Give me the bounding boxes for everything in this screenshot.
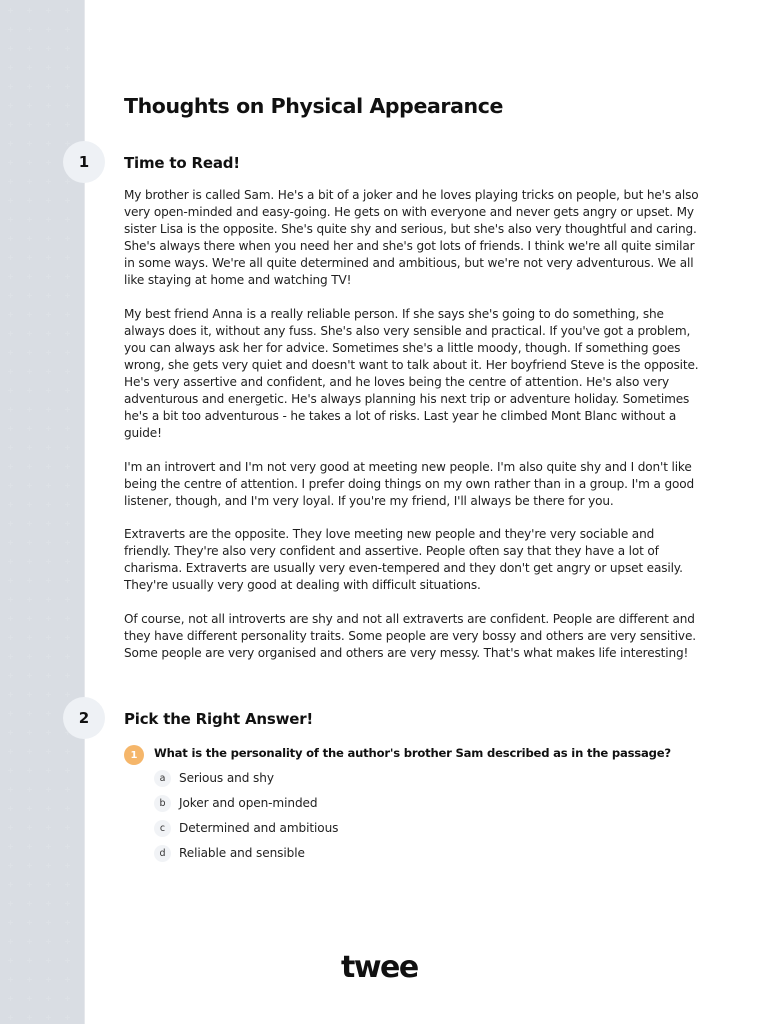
option-text: Joker and open-minded	[179, 796, 318, 810]
answer-option-c[interactable]	[154, 819, 338, 837]
question-text: What is the personality of the author's brother Sam described as in the passage?	[154, 746, 671, 760]
section-2-title: Pick the Right Answer!	[124, 710, 314, 728]
answer-option-a[interactable]	[154, 769, 274, 787]
option-letter-badge: a	[154, 770, 171, 787]
section-1-number-badge: 1	[63, 141, 105, 183]
question-number-badge: 1	[124, 745, 144, 765]
option-letter-badge: c	[154, 820, 171, 837]
passage-paragraph: My best friend Anna is a really reliable person. If she says she's going to do something, she always does it, without any fuss. She's also very sensible and practical. If you've got a problem, you can always ask her for advice. Sometimes she's a little moody, though. If something goes wrong, she gets very quiet and doesn't want to talk about it. Her boyfriend Steve is the opposite. He's very assertive and confident, and he loves being the centre of attention. He's also very adventurous and energetic. He's always planning his next trip or adventure holiday. Sometimes he's a bit too adventurous - he takes a lot of risks. Last year he climbed Mont Blanc without a guide!	[124, 306, 699, 440]
answer-option-b[interactable]	[154, 794, 317, 812]
option-letter-badge: b	[154, 795, 171, 812]
passage-paragraph: Of course, not all introverts are shy and not all extraverts are confident. People are different and they have different personality traits. Some people are very bossy and others are very sensitive. Some people are very organised and others are very messy. That's what makes life interesting!	[124, 612, 696, 661]
option-letter-badge: d	[154, 845, 171, 862]
passage-paragraph: Extraverts are the opposite. They love meeting new people and they're very sociable and friendly. They're also very confident and assertive. People often say that they have a lot of charisma. Extraverts are usually very even-tempered and they don't get angry or upset easily. They're usually very good at dealing with difficult situations.	[124, 527, 683, 593]
option-text: Reliable and sensible	[179, 846, 305, 860]
option-text: Serious and shy	[179, 771, 274, 785]
passage-paragraph: I'm an introvert and I'm not very good at meeting new people. I'm also quite shy and I don't like being the centre of attention. I prefer doing things on my own rather than in a group. I'm a good listener, though, and I'm very loyal. If you're my friend, I'll always be there for you.	[124, 459, 694, 508]
section-1-title: Time to Read!	[124, 154, 240, 172]
twee-logo: twee	[341, 950, 418, 985]
answer-option-d[interactable]	[154, 844, 305, 862]
passage-paragraph: My brother is called Sam. He's a bit of a joker and he loves playing tricks on people, but he's also very open-minded and easy-going. He gets on with everyone and never gets angry or upset. My sister Lisa is the opposite. She's quite shy and serious, but she's also very thoughtful and caring. She's always there when you need her and she's got lots of friends. I think we're all quite similar in some ways. We're all quite determined and ambitious, but we're not very adventurous. We all like staying at home and watching TV!	[124, 188, 699, 287]
page-title: Thoughts on Physical Appearance	[124, 94, 503, 118]
option-text: Determined and ambitious	[179, 821, 339, 835]
reading-passage	[124, 187, 704, 679]
section-2-number-badge: 2	[63, 697, 105, 739]
